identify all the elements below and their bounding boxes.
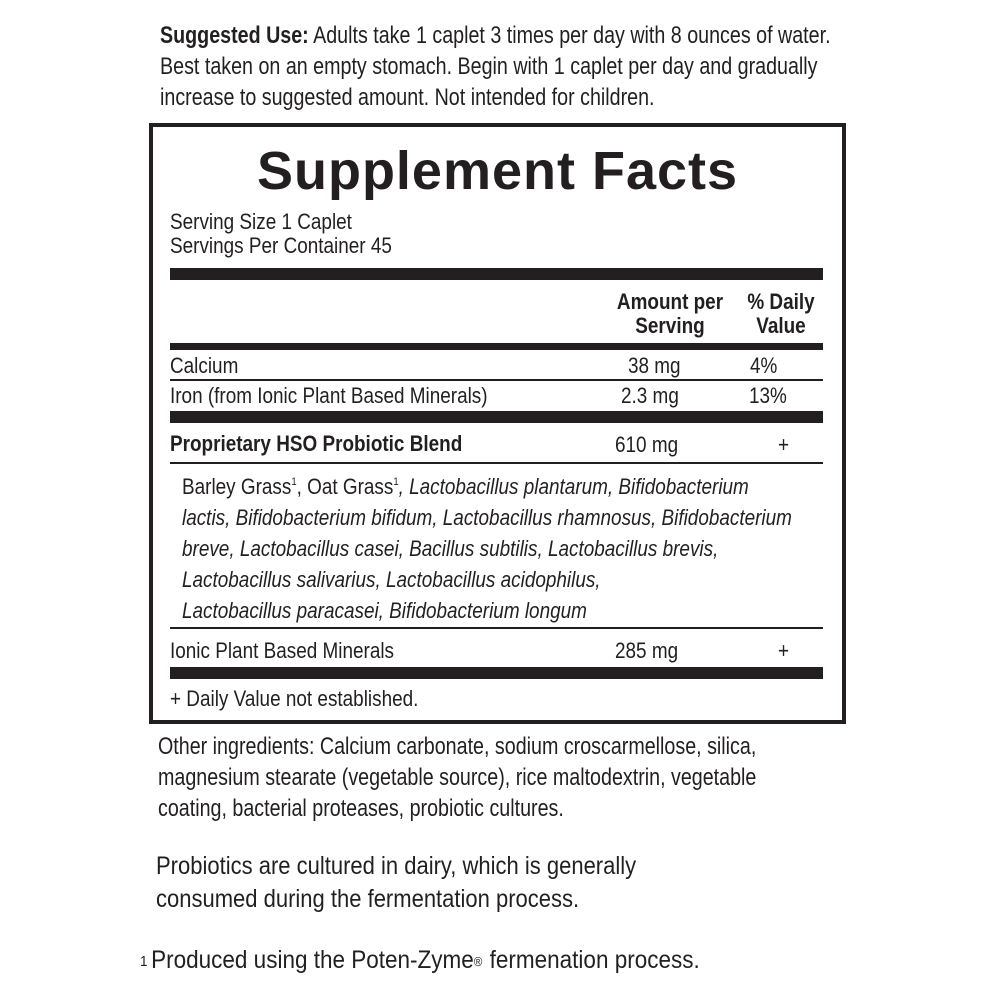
blend-list-line-5: Lactobacillus paracasei, Bifidobacterium longum — [182, 598, 587, 623]
footnote-number: 1 — [140, 953, 148, 970]
divider-thick-top — [170, 268, 823, 280]
other-ingredients-line-2: magnesium stearate (vegetable source), rice maltodextrin, vegetable — [158, 764, 757, 791]
blend-list-line-2: lactis, Bifidobacterium bifidum, Lactobacillus rhamnosus, Bifidobacterium — [182, 505, 792, 530]
blend-line-1-rest: , Lactobacillus plantarum, Bifidobacterium — [398, 474, 749, 499]
footnote — [140, 944, 700, 976]
row-minerals-name: Ionic Plant Based Minerals — [170, 638, 395, 663]
divider-row — [170, 379, 823, 381]
row-blend-name: Proprietary HSO Probiotic Blend — [170, 431, 463, 456]
blend-ingredient-list — [182, 471, 836, 626]
blend-barley: Barley Grass — [182, 474, 292, 499]
row-calcium-dv: 4% — [750, 353, 778, 378]
column-header-amount-1: Amount per — [616, 289, 724, 314]
row-iron-amount: 2.3 mg — [621, 383, 679, 408]
footnote-marker: 1 — [393, 476, 399, 488]
suggested-use-label: Suggested Use: — [160, 22, 309, 49]
blend-list-line-4: Lactobacillus salivarius, Lactobacillus acidophilus, — [182, 567, 601, 592]
servings-per-container: Servings Per Container 45 — [170, 233, 392, 258]
divider-header — [170, 343, 823, 350]
row-blend-amount: 610 mg — [615, 432, 679, 457]
divider-row — [170, 627, 823, 629]
facts-title: Supplement Facts — [256, 141, 739, 201]
row-calcium-amount: 38 mg — [628, 353, 681, 378]
column-header-dv-2: Value — [756, 313, 806, 338]
row-calcium-name: Calcium — [170, 353, 239, 378]
other-ingredients-line-3: coating, bacterial proteases, probiotic cultures. — [158, 795, 564, 822]
divider-row — [170, 462, 823, 464]
blend-oat: , Oat Grass — [296, 474, 394, 499]
row-minerals-dv: + — [778, 638, 790, 663]
serving-size: Serving Size 1 Caplet — [170, 209, 352, 234]
supplement-facts-panel — [149, 123, 846, 724]
row-blend-dv: + — [778, 432, 790, 457]
footnote-marker: 1 — [291, 476, 297, 488]
row-iron-dv: 13% — [749, 383, 787, 408]
suggested-use-line-2: Best taken on an empty stomach. Begin with 1 caplet per day and gradually — [160, 53, 818, 80]
registered-mark: ® — [473, 954, 483, 969]
blend-list-line-1 — [182, 471, 836, 502]
suggested-use-line-1 — [160, 20, 831, 51]
column-header-amount-2: Serving — [635, 313, 705, 338]
probiotic-note-line-2: consumed during the fermentation process. — [156, 885, 580, 913]
row-iron-name: Iron (from Ionic Plant Based Minerals) — [170, 383, 488, 408]
row-minerals-amount: 285 mg — [615, 638, 679, 663]
divider-thick-middle — [170, 411, 823, 423]
column-header-dv-1: % Daily — [747, 289, 815, 314]
column-header-amount — [614, 290, 726, 338]
other-ingredients — [158, 731, 888, 824]
column-header-dv — [738, 290, 824, 338]
daily-value-note: + Daily Value not established. — [170, 686, 419, 711]
suggested-use-text-1: Adults take 1 caplet 3 times per day with 8 ounces of water. — [308, 22, 831, 49]
probiotic-note-line-1: Probiotics are cultured in dairy, which is generally — [156, 852, 637, 880]
footnote-text-before: Produced using the Poten-Zyme — [151, 946, 474, 974]
blend-list-line-3: breve, Lactobacillus casei, Bacillus subtilis, Lactobacillus brevis, — [182, 536, 719, 561]
footnote-text-after: fermenation process. — [489, 946, 700, 974]
probiotic-note — [156, 850, 702, 916]
suggested-use-line-3: increase to suggested amount. Not intended for children. — [160, 84, 655, 111]
other-ingredients-line-1: Other ingredients: Calcium carbonate, sodium croscarmellose, silica, — [158, 733, 757, 760]
divider-thick-bottom — [170, 667, 823, 679]
suggested-use — [160, 20, 978, 113]
